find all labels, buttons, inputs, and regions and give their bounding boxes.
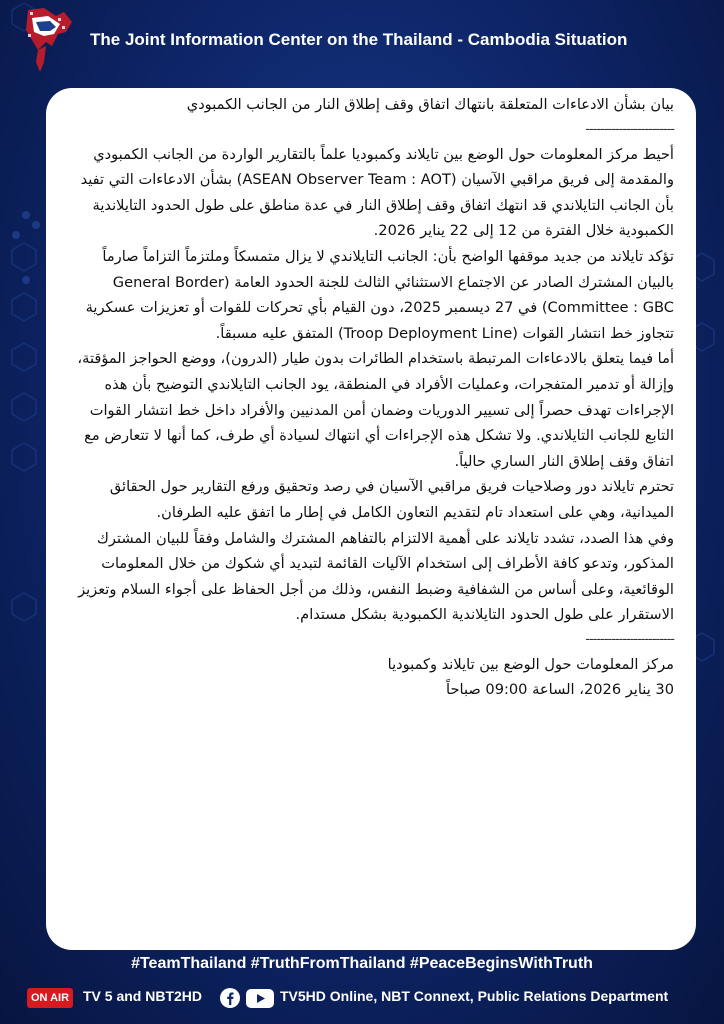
paragraph-5: وفي هذا الصدد، تشدد تايلاند على أهمية الالتزام بالتفاهم المشترك والشامل وفقاً للبيان المشترك المذكور، وتدعو كافة الأطراف إلى استخدام الآليات القائمة لتبديد أي شكوك من خلال المعلومات الوقائعية، وعلى أساس من الشفافية وضبط النفس، وذلك من أجل الحفاظ على أجواء السلام وتعزيز الاستقرار على طول الحدود التايلاندية الكمبودية بشكل مستدام. [78,529,674,624]
separator-line-2: ------------------------ [585,631,674,647]
broadcast-bar [0,984,724,1012]
paragraph-4: تحترم تايلاند دور وصلاحيات فريق مراقبي الآسيان في رصد وتحقيق ورفع التقارير حول الحقائق الميدانية، وهي على استعداد تام لتقديم التعاون الكامل في إطار ما اتفق عليه الطرفان. [109,478,674,521]
statement-date: 30 يناير 2026، الساعة 09:00 صباحاً [446,681,674,699]
on-air-badge: ON AIR [27,988,73,1008]
youtube-icon[interactable] [246,989,274,1008]
channels-text: TV 5 and NBT2HD [83,988,203,1004]
online-platforms-text: TV5HD Online, NBT Connext, Public Relations Department [280,988,669,1004]
header-bar [0,0,724,80]
paragraph-1: أحيط مركز المعلومات حول الوضع بين تايلاند وكمبوديا علماً بالتقارير الواردة من الجانب الكمبودي والمقدمة إلى فريق مراقبي الآسيان (ASEAN Observer Team : AOT) بشأن الادعاءات التي تفيد بأن الجانب التايلاندي قد انتهك اتفاق وقف إطلاق النار في عدة مناطق على طول الحدود التايلاندية الكمبودية خلال الفترة من 12 إلى 22 يناير 2026. [80,145,674,240]
hashtags: #TeamThailand #TruthFromThailand #PeaceBeginsWithTruth [131,955,593,972]
signature: مركز المعلومات حول الوضع بين تايلاند وكمبوديا [387,655,674,673]
thailand-cambodia-map-logo [18,6,78,76]
statement-document [70,92,674,703]
separator-line: ------------------------ [585,121,674,137]
statement-title: بيان بشأن الادعاءات المتعلقة بانتهاك اتفاق وقف إطلاق النار من الجانب الكمبودي [186,96,674,113]
facebook-icon[interactable] [219,987,241,1009]
header-title: The Joint Information Center on the Thailand - Cambodia Situation [90,30,628,49]
paragraph-2: تؤكد تايلاند من جديد موقفها الواضح بأن: الجانب التايلاندي لا يزال متمسكاً وملتزماً التزاماً صارماً بالبيان المشترك الصادر عن الاجتماع الاستثنائي الثالث للجنة الحدود العامة (General Border Committee : GBC) في 27 ديسمبر 2025، دون القيام بأي تحركات للقوات أو تعزيزات عسكرية تتجاوز خط انتشار القوات (Troop Deployment Line) المتفق عليه مسبقاً. [85,247,674,342]
paragraph-3: أما فيما يتعلق بالادعاءات المرتبطة باستخدام الطائرات بدون طيار (الدرون)، ووضع الحواجز المؤقتة، وإزالة أو تدمير المتفجرات، وعمليات الأفراد في المنطقة، يود الجانب التايلاندي التوضيح بأن هذه الإجراءات تهدف حصراً إلى تسيير الدوريات وضمان أمن المدنيين والأفراد داخل خط انتشار القوات التابع للجانب التايلاندي. ولا تشكل هذه الإجراءات أي انتهاك لسيادة أي طرف، كما أنها لا تتعارض مع اتفاق وقف إطلاق النار الساري حالياً. [77,350,674,470]
